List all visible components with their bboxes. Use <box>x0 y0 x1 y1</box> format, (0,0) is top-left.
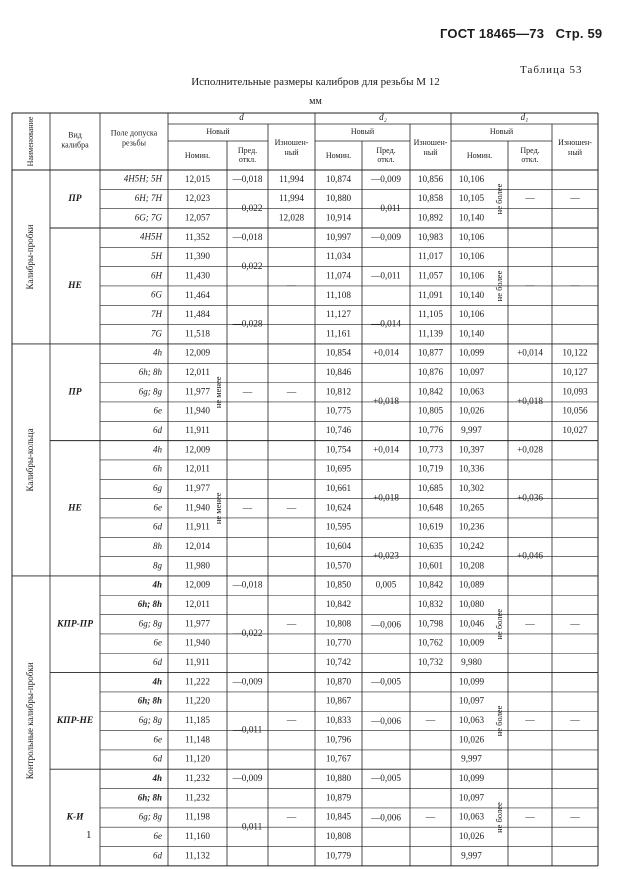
head-worn: ный <box>284 147 299 157</box>
d-nominal: 12,009 <box>184 347 211 358</box>
d-deviation-span: —0,011 <box>232 724 263 735</box>
d2-nominal: 10,604 <box>325 541 352 552</box>
d2-worn: 11,139 <box>418 328 443 339</box>
d2-worn: 10,842 <box>417 579 444 590</box>
tolerance-field: 6h <box>153 463 162 474</box>
d1-nominal: 9,980 <box>461 657 482 668</box>
d2-deviation-span: +0,023 <box>373 550 399 561</box>
d-worn-dash: — <box>286 619 297 630</box>
tolerance-field: 6h; 8h <box>138 367 162 378</box>
d1-nominal: 10,099 <box>458 676 485 687</box>
d2-nominal: 10,754 <box>325 444 352 455</box>
d-nominal: 11,390 <box>185 251 210 262</box>
d2-nominal: 10,833 <box>325 715 352 726</box>
d-worn-dash: — <box>286 503 297 514</box>
d2-nominal: 10,880 <box>325 773 352 784</box>
d-nominal: 11,518 <box>185 328 210 339</box>
d-nominal: 11,940 <box>185 502 210 513</box>
d-deviation-dash: — <box>242 503 253 514</box>
gauge-group: Калибры-пробки <box>25 224 36 290</box>
unit-label: мм <box>309 96 322 107</box>
tolerance-field: 6d <box>153 521 162 532</box>
head-dev: Пред. <box>520 145 540 155</box>
d2-worn: 11,017 <box>418 251 443 262</box>
d-nominal: 11,484 <box>185 309 210 320</box>
d1-nominal: 10,242 <box>458 541 485 552</box>
d1-deviation-dash: — <box>525 281 535 292</box>
tolerance-field: 6e <box>153 502 162 513</box>
d2-nominal: 10,624 <box>325 502 352 513</box>
d1-worn: 10,122 <box>562 347 588 358</box>
head-tol: резьбы <box>122 138 146 148</box>
d2-deviation: +0,014 <box>373 347 399 358</box>
d2-nominal: 11,108 <box>326 289 351 300</box>
head-type: калибра <box>61 140 89 150</box>
d2-worn: 10,732 <box>417 657 444 668</box>
d-nominal: 11,977 <box>185 618 210 629</box>
d-nominal: 11,120 <box>185 753 210 764</box>
d2-deviation: +0,014 <box>373 444 399 455</box>
tolerance-field: 6h; 8h <box>137 695 162 706</box>
head-nom: Номин. <box>466 150 493 160</box>
d2-deviation: —0,009 <box>371 173 401 184</box>
d2-worn: 10,762 <box>417 637 444 648</box>
d2-nominal: 10,808 <box>325 830 352 841</box>
d2-deviation-span: —0,006 <box>371 812 401 823</box>
d-nominal: 12,057 <box>184 212 211 223</box>
d1-deviation: +0,014 <box>517 347 543 358</box>
d2-nominal: 11,034 <box>326 251 351 262</box>
d2-deviation: 0,005 <box>375 579 397 590</box>
page-number: Стр. 59 <box>555 26 603 41</box>
tolerance-field: 6h; 8h <box>137 792 162 803</box>
head-dev: Пред. <box>376 145 396 155</box>
d2-worn: 10,773 <box>417 444 444 455</box>
d2-nominal: 10,595 <box>325 521 352 532</box>
d1-nominal: 10,236 <box>458 521 485 532</box>
d2-worn: 10,983 <box>417 231 444 242</box>
d2-worn: 10,805 <box>417 405 444 416</box>
d1-nominal: 10,099 <box>458 347 485 358</box>
d1-nominal: 9,997 <box>461 425 482 436</box>
d-deviation: —0,018 <box>232 173 263 184</box>
d-nominal: 11,464 <box>185 289 210 300</box>
d2-worn: 10,856 <box>417 173 444 184</box>
d-deviation-span: —0,011 <box>232 821 263 832</box>
d1-deviation-dash: — <box>525 619 535 630</box>
vertical-note-ne-bolee: не более <box>493 608 504 640</box>
d2-nominal: 10,879 <box>325 792 352 803</box>
d2-worn: 10,876 <box>417 367 444 378</box>
d1-worn-dash: — <box>570 194 580 205</box>
head-d2: d₂ <box>379 112 387 123</box>
d2-nominal: 10,880 <box>325 193 352 204</box>
d2-deviation: —0,005 <box>371 676 401 687</box>
tolerance-field: 6g <box>153 483 162 494</box>
d2-nominal: 10,695 <box>325 463 352 474</box>
d1-nominal: 10,026 <box>458 405 485 416</box>
vertical-note-ne-menee: не менее <box>212 376 223 409</box>
tolerance-field: 6d <box>153 425 162 436</box>
tolerance-field: 7H <box>151 309 162 320</box>
tolerance-field: 6d <box>153 753 162 764</box>
d1-nominal: 10,106 <box>458 231 485 242</box>
vertical-note-ne-bolee: не более <box>493 802 504 833</box>
d2-nominal: 10,846 <box>325 367 352 378</box>
d-nominal: 12,011 <box>185 367 210 378</box>
tolerance-field: 4h <box>153 347 162 358</box>
d-nominal: 12,011 <box>185 599 210 610</box>
d-nominal: 11,430 <box>185 270 210 281</box>
head-worn: ный <box>423 147 438 157</box>
d-deviation-dash: — <box>242 387 253 398</box>
d-nominal: 11,198 <box>185 811 210 822</box>
tolerance-field: 6e <box>153 637 162 648</box>
d2-deviation: —0,005 <box>371 773 401 784</box>
d1-nominal: 10,105 <box>458 193 485 204</box>
d2-nominal: 10,870 <box>325 676 352 687</box>
d2-nominal: 11,074 <box>326 270 351 281</box>
d-nominal: 11,132 <box>185 850 210 861</box>
d-deviation: —0,018 <box>232 231 263 242</box>
head-dev: откл. <box>377 154 395 164</box>
gauge-type: КПР-ПР <box>57 619 93 630</box>
d2-worn: 10,601 <box>417 560 444 571</box>
d1-deviation-span: +0,018 <box>517 396 543 407</box>
table-title: Исполнительные размеры калибров для резьбы М 12 <box>191 76 440 88</box>
d2-deviation-span: +0,018 <box>373 492 399 503</box>
d2-nominal: 10,850 <box>325 579 352 590</box>
d2-deviation-span: —0,006 <box>371 619 401 630</box>
d-nominal: 12,011 <box>185 463 210 474</box>
head-dev: Пред. <box>237 145 258 155</box>
tolerance-field: 7G <box>151 328 162 339</box>
tolerance-field: 8g <box>153 560 162 571</box>
d-worn: 11,994 <box>279 193 304 204</box>
d1-nominal: 9,997 <box>461 753 482 764</box>
d-nominal: 11,220 <box>185 695 210 706</box>
d1-nominal: 10,009 <box>458 637 485 648</box>
d2-deviation-span: —0,011 <box>371 202 401 213</box>
tolerance-field: 4h <box>152 676 162 687</box>
d1-nominal: 10,026 <box>458 830 485 841</box>
d1-nominal: 10,046 <box>458 618 485 629</box>
d1-nominal: 10,089 <box>458 579 485 590</box>
d1-worn: 10,056 <box>562 405 588 416</box>
d-worn-dash: — <box>286 812 297 823</box>
d2-nominal: 10,796 <box>325 734 352 745</box>
d2-nominal: 10,746 <box>325 425 352 436</box>
table-number: Таблица 53 <box>520 64 583 76</box>
d-deviation-span: —0,022 <box>232 260 263 271</box>
d1-nominal: 10,026 <box>458 734 485 745</box>
tolerance-field: 6H <box>151 270 162 281</box>
d2-deviation-span: —0,006 <box>371 716 401 727</box>
d2-nominal: 10,854 <box>325 347 352 358</box>
tolerance-field: 6g; 8g <box>138 618 162 629</box>
d1-nominal: 10,106 <box>458 173 485 184</box>
d-deviation-span: —0,022 <box>232 628 263 639</box>
tolerance-field: 5H <box>151 251 162 262</box>
vertical-note-ne-bolee: не более <box>493 705 504 737</box>
d-deviation-span: —0,022 <box>232 202 263 213</box>
d1-nominal: 10,097 <box>458 695 485 706</box>
d2-worn: 10,685 <box>417 483 444 494</box>
d2-worn: 10,798 <box>417 618 444 629</box>
d1-nominal: 10,265 <box>458 502 485 513</box>
gauge-type: НЕ <box>68 503 82 514</box>
tolerance-field: 6h; 8h <box>137 598 162 609</box>
d-nominal: 11,977 <box>185 386 210 397</box>
d-deviation: —0,009 <box>232 773 263 784</box>
d1-nominal: 10,063 <box>458 715 485 726</box>
d1-nominal: 10,397 <box>458 444 485 455</box>
footnote-mark: 1 <box>86 829 92 841</box>
d2-nominal: 10,874 <box>325 173 352 184</box>
d2-worn: 10,892 <box>417 212 444 223</box>
d-nominal: 11,911 <box>185 657 210 668</box>
d2-deviation: —0,009 <box>371 231 401 242</box>
d-nominal: 11,911 <box>185 425 210 436</box>
d1-nominal: 10,099 <box>458 773 485 784</box>
d2-nominal: 10,742 <box>325 657 352 668</box>
vertical-note-ne-menee: не менее <box>212 492 223 525</box>
head-new: Новый <box>489 126 514 136</box>
tolerance-field: 6g; 8g <box>138 811 162 822</box>
d2-worn: 10,842 <box>417 386 444 397</box>
d2-nominal: 10,770 <box>325 637 352 648</box>
d-nominal: 11,232 <box>185 792 210 803</box>
d-nominal: 11,185 <box>185 715 210 726</box>
d-nominal: 12,015 <box>184 173 211 184</box>
vertical-note-ne-bolee: не более <box>493 270 504 302</box>
d1-nominal: 10,208 <box>458 560 485 571</box>
tolerance-field: 6G; 7G <box>134 212 162 223</box>
d2-worn: 11,091 <box>418 289 443 300</box>
standard-number: ГОСТ 18465—73 <box>440 26 545 41</box>
d-worn-dash: — <box>286 716 297 727</box>
d-nominal: 12,009 <box>184 444 211 455</box>
head-worn: ный <box>568 147 582 157</box>
d1-nominal: 10,097 <box>458 792 485 803</box>
d2-nominal: 10,767 <box>325 753 352 764</box>
gauge-type: ПР <box>68 387 82 398</box>
tolerance-field: 6e <box>153 830 162 841</box>
tolerance-field: 4h <box>153 444 162 455</box>
d-nominal: 11,940 <box>185 637 210 648</box>
tolerance-field: 8h <box>153 540 162 551</box>
d2-deviation-span: —0,011 <box>371 270 401 281</box>
d2-deviation-span: +0,018 <box>373 396 399 407</box>
d-nominal: 11,911 <box>185 521 210 532</box>
d-nominal: 12,023 <box>184 193 211 204</box>
d2-worn: 10,776 <box>417 425 444 436</box>
d-worn-dash: — <box>286 387 297 398</box>
d1-nominal: 10,336 <box>458 463 485 474</box>
d-nominal: 12,009 <box>184 579 211 590</box>
gauge-type: КПР-НЕ <box>56 716 94 727</box>
d2-worn: 10,877 <box>417 347 444 358</box>
d2-nominal: 11,127 <box>326 309 351 320</box>
d-nominal: 11,352 <box>185 231 210 242</box>
d1-deviation-dash: — <box>525 194 535 205</box>
d2-nominal: 10,997 <box>325 231 352 242</box>
d1-nominal: 10,140 <box>458 289 485 300</box>
d2-nominal: 10,661 <box>325 483 352 494</box>
d-nominal: 11,232 <box>185 773 210 784</box>
d2-nominal: 10,570 <box>325 560 352 571</box>
d-nominal: 12,014 <box>184 541 211 552</box>
d1-deviation-span: +0,046 <box>517 550 543 561</box>
head-d1: d₁ <box>520 112 529 123</box>
tolerance-field: 4H5H <box>140 231 162 242</box>
d2-worn-dash: — <box>425 812 436 823</box>
d2-nominal: 10,842 <box>325 599 352 610</box>
d-worn: 11,994 <box>279 173 304 184</box>
tolerance-field: 6e <box>153 734 162 745</box>
d-nominal: 11,148 <box>185 734 210 745</box>
head-d: d <box>239 112 244 123</box>
d-nominal: 11,940 <box>185 405 210 416</box>
vertical-note-ne-bolee: не более <box>493 183 504 215</box>
d1-worn-dash: — <box>570 281 580 292</box>
d1-nominal: 10,140 <box>458 212 485 223</box>
head-new: Новый <box>350 126 375 136</box>
d1-worn-dash: — <box>570 716 580 727</box>
d1-nominal: 10,097 <box>458 367 485 378</box>
tolerance-field: 6d <box>153 850 162 861</box>
head-new: Новый <box>206 126 230 136</box>
head-worn: Изношен- <box>413 137 448 147</box>
head-worn: Изношен- <box>274 137 309 147</box>
d-worn: 12,028 <box>278 212 305 223</box>
d2-nominal: 10,914 <box>325 212 352 223</box>
tolerance-field: 6G <box>151 289 162 300</box>
d2-nominal: 10,808 <box>325 618 352 629</box>
d2-nominal: 10,867 <box>325 695 352 706</box>
head-type: Вид <box>68 130 82 140</box>
d2-worn: 11,105 <box>418 309 443 320</box>
d2-worn: 10,648 <box>417 502 444 513</box>
gauge-type: К-И <box>66 812 84 823</box>
gauge-type: НЕ <box>68 281 82 292</box>
d2-nominal: 10,779 <box>325 850 352 861</box>
d1-worn-dash: — <box>570 812 580 823</box>
d2-worn: 10,619 <box>417 521 444 532</box>
head-worn: Изношен- <box>558 137 592 147</box>
tolerance-field: 4h <box>152 772 162 783</box>
d-nominal: 11,222 <box>185 676 210 687</box>
d1-nominal: 10,302 <box>458 483 485 494</box>
d1-nominal: 10,080 <box>458 599 485 610</box>
tolerance-field: 4h <box>152 579 162 590</box>
d1-deviation-dash: — <box>525 716 535 727</box>
d2-nominal: 10,812 <box>325 386 352 397</box>
head-dev: откл. <box>521 154 539 164</box>
d2-worn: 10,832 <box>417 599 444 610</box>
d1-nominal: 10,106 <box>458 270 485 281</box>
d1-nominal: 10,140 <box>458 328 485 339</box>
d-nominal: 11,980 <box>185 560 210 571</box>
d2-worn: 10,719 <box>417 463 444 474</box>
d2-worn-dash: — <box>425 716 436 727</box>
d2-deviation-span: —0,014 <box>371 318 401 329</box>
head-nom: Номин. <box>325 150 352 160</box>
d-deviation: —0,009 <box>232 676 263 687</box>
d2-worn: 11,057 <box>418 270 443 281</box>
d1-nominal: 10,106 <box>458 251 485 262</box>
gauge-group: Контрольные калибры-пробки <box>25 662 36 780</box>
gauge-group: Калибры-кольца <box>25 428 36 492</box>
head-nom: Номин. <box>184 150 211 160</box>
head-dev: откл. <box>238 154 257 164</box>
d-nominal: 11,160 <box>185 830 210 841</box>
d1-worn: 10,027 <box>562 425 588 436</box>
d2-worn: 10,635 <box>417 541 444 552</box>
tolerance-field: 4H5H; 5H <box>123 173 162 184</box>
tolerance-field: 6H; 7H <box>134 193 162 204</box>
d2-nominal: 10,845 <box>325 811 352 822</box>
tolerance-field: 6d <box>153 656 162 667</box>
d1-nominal: 10,063 <box>458 811 485 822</box>
tolerance-field: 6g; 8g <box>138 714 162 725</box>
tolerance-field: 6g; 8g <box>138 386 162 397</box>
d1-worn: 10,093 <box>562 386 588 397</box>
d1-worn: 10,127 <box>562 367 588 378</box>
d-deviation: —0,018 <box>232 579 263 590</box>
d-worn-dash: — <box>286 281 297 292</box>
d2-nominal: 11,161 <box>326 328 351 339</box>
tolerance-field: 6e <box>153 405 162 416</box>
head-tol: Поле допуска <box>110 128 158 138</box>
d1-deviation-span: +0,036 <box>517 492 543 503</box>
gauge-type: ПР <box>68 194 82 205</box>
d2-worn: 10,858 <box>417 193 444 204</box>
d1-deviation: +0,028 <box>517 444 543 455</box>
head-name: Наименование <box>25 116 35 167</box>
d1-nominal: 10,063 <box>458 386 485 397</box>
d-nominal: 11,977 <box>185 483 210 494</box>
d1-nominal: 9,997 <box>461 850 482 861</box>
d1-deviation-dash: — <box>525 812 535 823</box>
d1-worn-dash: — <box>570 619 580 630</box>
d1-nominal: 10,106 <box>458 309 485 320</box>
d2-nominal: 10,775 <box>325 405 352 416</box>
d-deviation-span: —0,028 <box>232 318 263 329</box>
